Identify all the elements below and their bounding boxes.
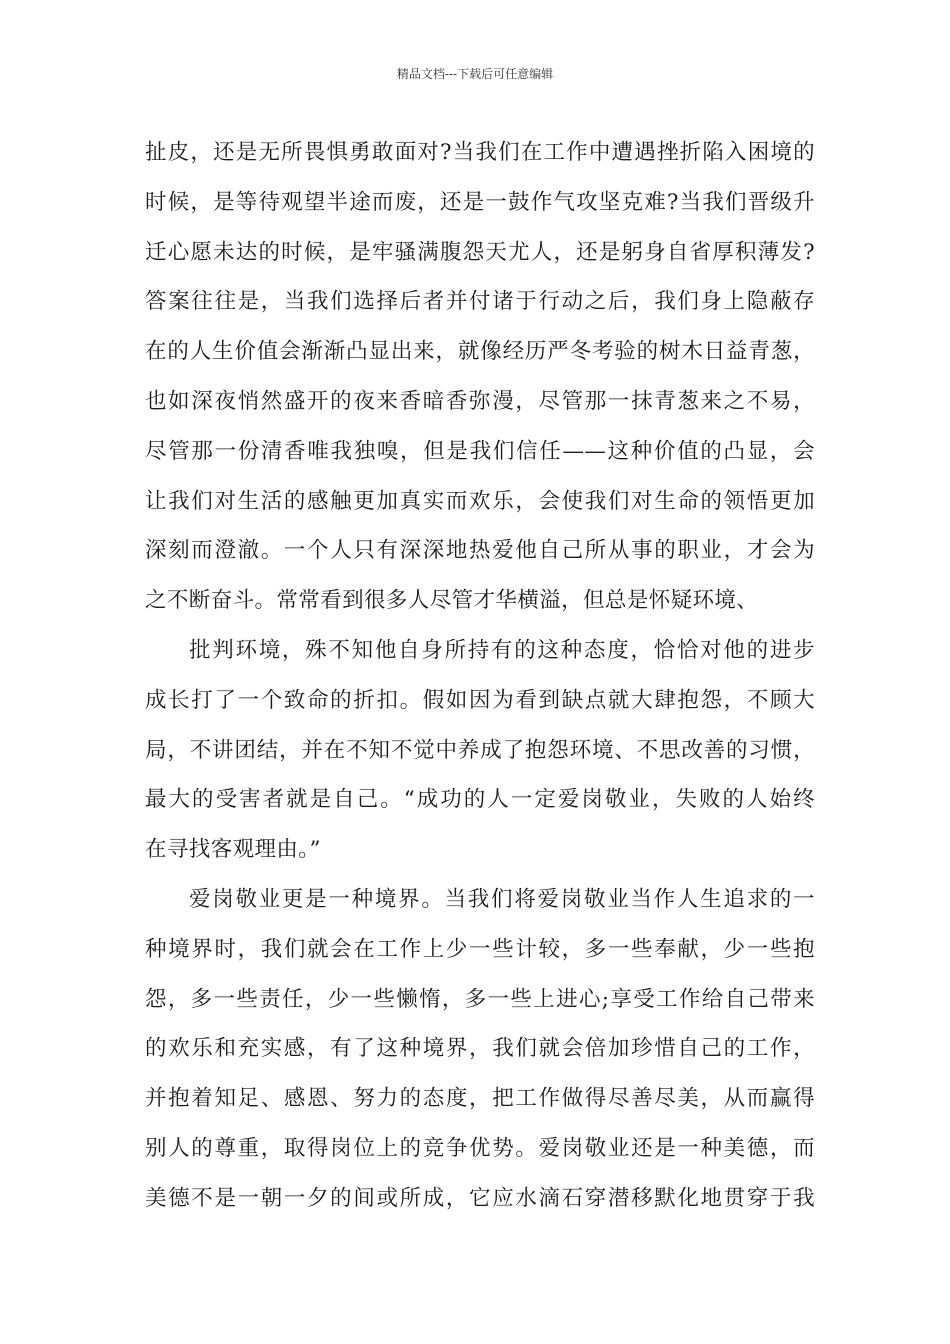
text-line: 深刻而澄澈。一个人只有深深地热爱他自己所从事的职业，才会为 [145, 538, 815, 564]
text-line: 在的人生价值会渐渐凸显出来，就像经历严冬考验的树木日益青葱， [145, 339, 815, 365]
text-line: 批判环境，殊不知他自身所持有的这种态度，恰恰对他的进步 [189, 637, 815, 663]
text-line: 种境界时，我们就会在工作上少一些计较，多一些奉献，少一些抱 [145, 936, 815, 962]
text-line: 并抱着知足、感恩、努力的态度，把工作做得尽善尽美，从而赢得 [145, 1086, 815, 1112]
text-line: 扯皮，还是无所畏惧勇敢面对?当我们在工作中遭遇挫折陷入困境的 [145, 140, 815, 165]
paragraph-2 [145, 626, 815, 875]
text-line: 怨，多一些责任，少一些懒惰，多一些上进心;享受工作给自己带来 [145, 986, 815, 1012]
text-line: 答案往往是，当我们选择后者并付诸于行动之后，我们身上隐蔽存 [145, 289, 815, 315]
paragraph-1 [145, 128, 815, 626]
page-header: 精品文档---下载后可任意编辑 [396, 67, 554, 81]
text-line: 成长打了一个致命的折扣。假如因为看到缺点就大肆抱怨，不顾大 [145, 687, 815, 713]
text-line: 让我们对生活的感触更加真实而欢乐，会使我们对生命的领悟更加 [145, 488, 815, 514]
text-line: 的欢乐和充实感，有了这种境界，我们就会倍加珍惜自己的工作， [145, 1036, 815, 1062]
text-line: 在寻找客观理由。” [145, 837, 321, 863]
paragraph-3 [145, 875, 815, 1224]
text-line: 也如深夜悄然盛开的夜来香暗香弥漫，尽管那一抹青葱来之不易， [145, 388, 815, 414]
text-line: 最大的受害者就是自己。“成功的人一定爱岗敬业，失败的人始终 [145, 787, 815, 813]
document-body [145, 128, 815, 1224]
text-line: 美德不是一朝一夕的间或所成，它应水滴石穿潜移默化地贯穿于我 [145, 1185, 815, 1211]
text-line: 之不断奋斗。常常看到很多人尽管才华横溢，但总是怀疑环境、 [145, 588, 759, 614]
text-line: 爱岗敬业更是一种境界。当我们将爱岗敬业当作人生追求的一 [189, 886, 815, 912]
text-line: 时候，是等待观望半途而废，还是一鼓作气攻坚克难?当我们晋级升 [145, 189, 815, 215]
text-line: 局，不讲团结，并在不知不觉中养成了抱怨环境、不思改善的习惯， [145, 737, 815, 763]
text-line: 迁心愿未达的时候，是牢骚满腹怨天尤人，还是躬身自省厚积薄发? [145, 239, 815, 265]
text-line: 别人的尊重，取得岗位上的竞争优势。爱岗敬业还是一种美德，而 [145, 1135, 815, 1161]
text-line: 尽管那一份清香唯我独嗅，但是我们信任——这种价值的凸显，会 [145, 438, 815, 464]
